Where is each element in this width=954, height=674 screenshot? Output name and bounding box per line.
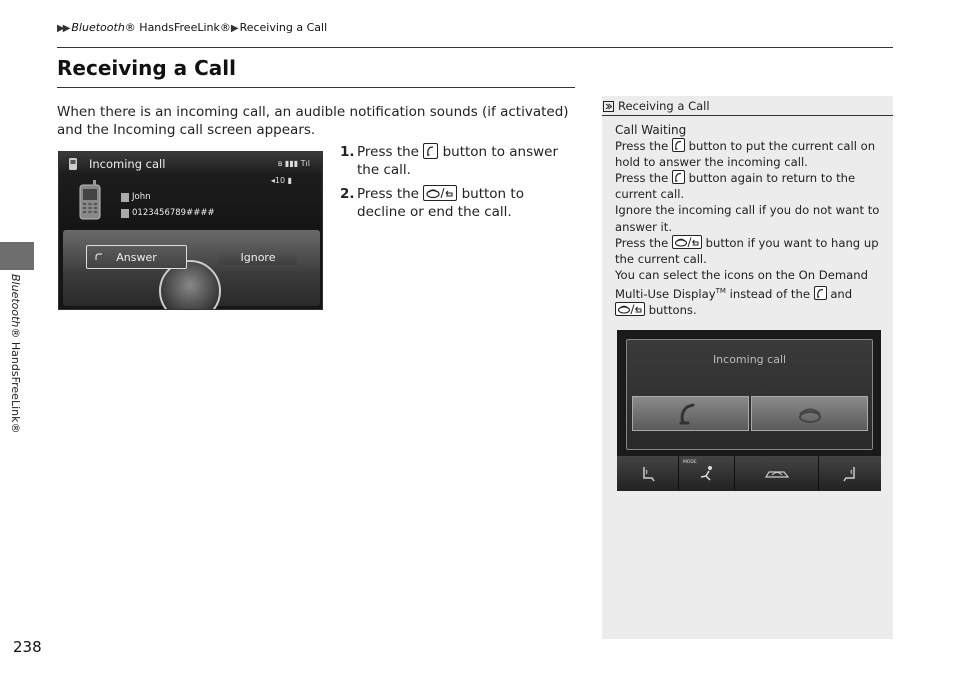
reference-icon: [603, 101, 614, 112]
chapter-label-rest: ® HandsFreeLink®: [9, 327, 22, 434]
mode-label: MODE: [683, 460, 697, 465]
notes-subtitle: Call Waiting: [615, 123, 687, 137]
answer-touch-button[interactable]: [632, 396, 749, 431]
note-paragraph: [615, 267, 885, 318]
step-text: [357, 185, 575, 221]
incoming-call-screen: [58, 151, 323, 310]
step-number: 1.: [340, 144, 355, 160]
caller-number: 0123456789####: [132, 208, 215, 218]
note-text: button if you want to hang up the current call.: [615, 235, 879, 266]
airflow-icon: [698, 465, 716, 483]
phone-tab-icon: [68, 158, 78, 170]
hang-up-touch-button[interactable]: [751, 396, 868, 431]
step-2: [340, 185, 575, 221]
answer-button[interactable]: [86, 245, 187, 269]
note-text: instead of the: [729, 286, 810, 301]
step-text-after: button to answer the call.: [357, 144, 559, 178]
note-paragraph: [615, 170, 885, 202]
step-number: 2.: [340, 186, 355, 202]
talk-icon: [672, 170, 685, 184]
title-divider: [57, 87, 575, 88]
talk-icon: [814, 286, 827, 300]
recirculation-button[interactable]: [735, 456, 819, 491]
breadcrumb-handsfreelink: ® HandsFreeLink®: [124, 21, 231, 34]
status-indicators: ʙ ▮▮▮ Tıl: [277, 159, 310, 168]
ignore-label: Ignore: [240, 250, 276, 264]
breadcrumb-current: Receiving a Call: [239, 21, 328, 34]
step-1: [340, 143, 575, 179]
step-text-before: Press the: [357, 186, 419, 202]
notes-header: [602, 96, 893, 116]
note-paragraph: [615, 138, 885, 170]
hang-up-icon: [615, 302, 645, 316]
seat-heater-left-button[interactable]: [617, 456, 679, 491]
intro-paragraph: When there is an incoming call, an audible notification sounds (if activated) and the Incoming call screen appears.: [57, 104, 569, 138]
notes-body: [615, 122, 885, 318]
caller-name: John: [132, 192, 151, 202]
seat-heater-icon: [640, 465, 656, 483]
note-text: Press the: [615, 139, 669, 154]
bottom-control-bar: [617, 456, 881, 491]
note-paragraph: Ignore the incoming call if you do not want to answer it.: [615, 203, 880, 234]
incoming-call-panel: [626, 339, 873, 450]
breadcrumb-bluetooth: Bluetooth: [71, 21, 125, 34]
cell-phone-icon: [79, 180, 101, 220]
breadcrumb-arrows: ▶▶: [57, 23, 69, 34]
contact-icon: [121, 193, 129, 202]
hang-up-icon: [752, 397, 869, 432]
page-title: Receiving a Call: [57, 56, 236, 80]
step-text-before: Press the: [357, 144, 419, 160]
note-text: Press the: [615, 235, 669, 250]
number-icon: [121, 209, 129, 218]
mode-button[interactable]: [679, 456, 735, 491]
screen-title: Incoming call: [712, 353, 787, 366]
hang-up-icon: [423, 185, 457, 201]
note-text: and: [830, 286, 853, 301]
breadcrumb-arrow: ▶: [230, 23, 237, 34]
note-paragraph: [615, 235, 885, 267]
talk-icon: [94, 252, 104, 262]
on-demand-display-screen: [617, 330, 881, 491]
trademark: TM: [715, 286, 726, 295]
step-text: [357, 143, 575, 179]
note-text: buttons.: [648, 302, 697, 317]
seat-heater-right-button[interactable]: [819, 456, 881, 491]
recirculation-icon: [764, 467, 790, 481]
step-text-after: button to decline or end the call.: [357, 186, 524, 220]
notes-header-label: Receiving a Call: [618, 99, 710, 113]
talk-icon: [672, 138, 685, 152]
ignore-button[interactable]: [219, 249, 297, 265]
talk-icon: [633, 397, 750, 432]
answer-label: Answer: [116, 250, 157, 264]
note-text: You can select the icons on the On Demand Multi-Use Display: [615, 267, 868, 301]
steps-list: [340, 143, 575, 227]
note-text: button to put the current call on hold to answer the incoming call.: [615, 139, 876, 170]
note-text: button again to return to the current call.: [615, 171, 856, 202]
hang-up-icon: [672, 235, 702, 249]
seat-heater-icon: [842, 465, 858, 483]
screen-title: Incoming call: [89, 157, 166, 171]
talk-icon: [423, 143, 438, 159]
chapter-tab: [0, 242, 34, 270]
page-number: 238: [13, 638, 42, 656]
top-divider: [57, 47, 893, 48]
note-text: Press the: [615, 171, 669, 186]
chapter-label: [9, 274, 22, 433]
chapter-label-bluetooth: Bluetooth: [9, 274, 22, 328]
volume-indicator: ◂10 ▮: [270, 176, 292, 185]
breadcrumb: [57, 21, 327, 34]
